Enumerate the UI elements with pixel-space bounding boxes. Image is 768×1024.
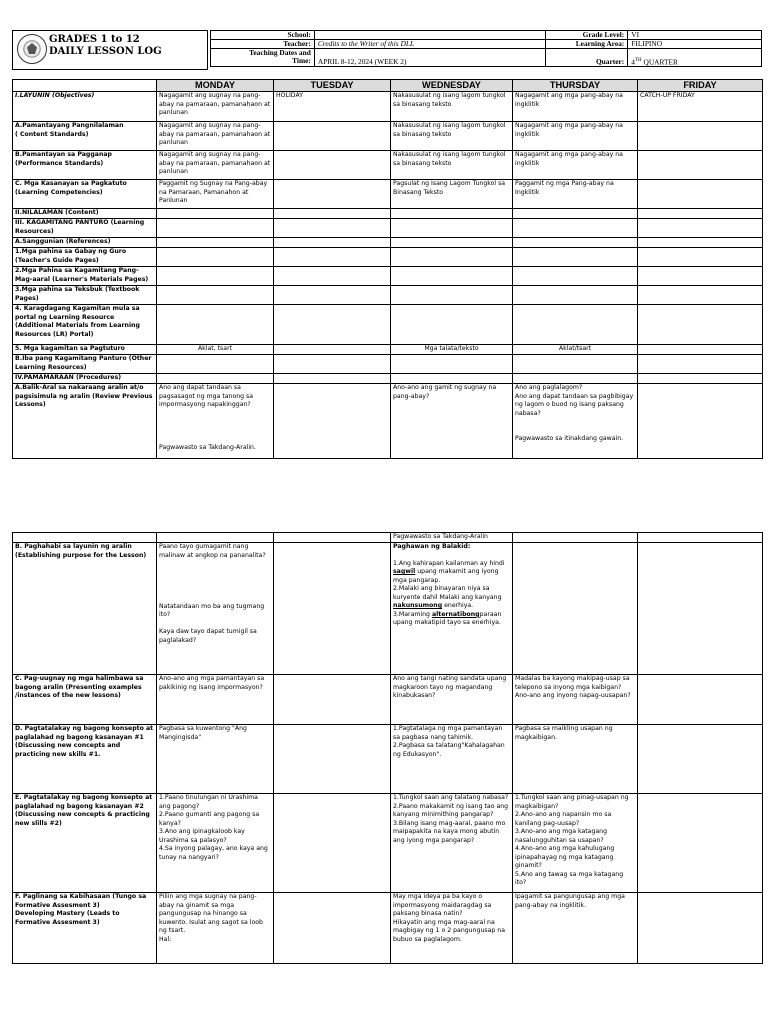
cell-thursday: Nagagamit ang mga pang-abay na ingklitik [513,122,638,151]
cell-wednesday [391,355,513,374]
row-label: 4. Karagdagang Kagamitan mula sa portal ng Learning Resource (Additional Materials from Learning Resources (LR) Portal) [13,305,157,345]
row-label: D. Pagtatalakay ng bagong konsepto at paglalahad ng bagong kasanayan #1 (Discussing new concepts and practicing new skills #1. [13,725,157,794]
cell-thursday: 1.Tungkol saan ang pinag-usapan ng magkaibigan? 2.Ano-ano ang napansin mo sa kanilang pag-uusap? 3.Ano-ano ang mga katagang nasalungguhitan sa usapan? 4.Ano-ano ang mga kahulugang ipinapahayag ng mga katagang ginamit? 5.Ano ang tawag sa mga katagang ito? [513,794,638,893]
cell-monday [157,267,274,286]
title-box [12,30,208,70]
title-grades: GRADES 1 to 12 [49,34,140,45]
table-row [13,345,763,355]
cell-wednesday: Ano-ano ang gamit ng sugnay na pang-abay? [391,384,513,459]
cell-wednesday [391,267,513,286]
lesson-grid-page2 [12,532,763,964]
table-row [13,180,763,209]
cell-friday [638,219,763,238]
cell-monday [157,533,274,543]
cell-friday [638,794,763,893]
cell-thursday: Pagbasa sa maikling usapan ng magkaibigan. [513,725,638,794]
cell-thursday [513,533,638,543]
cell-monday: Nagagamit ang sugnay na pang-abay na pamaraan, pamanahaon at panlunan [157,122,274,151]
row-label: 1.Mga pahina sa Gabay ng Guro (Teacher's Guide Pages) [13,248,157,267]
cell-thursday [513,209,638,219]
cell-thursday [513,238,638,248]
cell-monday [157,286,274,305]
cell-wednesday [391,286,513,305]
cell-wednesday: Nakasusulat ng isang lagom tungkol sa binasang teksto [391,122,513,151]
table-row [13,543,763,675]
cell-tuesday [274,305,391,345]
cell-thursday: Nagagamit ang mga pang-abay na ingklitik [513,92,638,122]
item-text: upang makamit ang iyong mga pangarap. [393,568,499,584]
cell-thursday: Aklat/tsart [513,345,638,355]
table-row [13,374,763,384]
cell-thursday: Ipagamit sa pangungusap ang mga pang-abay na ingklitik. [513,893,638,964]
table-row [13,209,763,219]
cell-thursday: Madalas ba kayong makipag-usap sa telepono sa inyong mga kaibigan? Ano-ano ang inyong napag-uusapan? [513,675,638,725]
title-dll: DAILY LESSON LOG [49,46,162,57]
row-label: 2.Mga Pahina sa Kagamitang Pang-Mag-aaral (Learner's Materials Pages) [13,267,157,286]
cell-wednesday: Nakasusulat ng isang lagom tungkol sa binasang teksto [391,151,513,180]
cell-thursday [513,267,638,286]
cell-friday [638,533,763,543]
table-row [13,122,763,151]
item-text: enerhiya. [442,602,474,610]
cell-wednesday [391,305,513,345]
table-row [13,675,763,725]
dates-value: APRIL 8-12, 2024 (WEEK 2) [314,49,546,67]
cell-tuesday [274,267,391,286]
cell-friday [638,151,763,180]
cell-wednesday [391,374,513,384]
row-label [13,533,157,543]
cell-wednesday: 1.Tungkol saan ang talatang nabasa? 2.Paano makakamit ng isang tao ang kanyang minimithing pangarap? 3.Bilang isang mag-aaral, paano mo maipapakita na kaya mong abutin ang iyong mga pangarap? [391,794,513,893]
quarter-suffix: TH [634,57,642,63]
cell-wednesday: Ano ang tangi nating sandata upang magkaroon tayo ng magandang kinabukasan? [391,675,513,725]
cell-friday [638,180,763,209]
cell-wednesday: Nakasusulat ng isang lagom tungkol sa binasang teksto [391,92,513,122]
spacer [393,552,510,560]
day-header-monday: MONDAY [157,80,274,92]
cell-wednesday [391,543,513,675]
cell-tuesday [274,725,391,794]
quarter-number: 4 [631,57,635,66]
cell-friday [638,345,763,355]
cell-tuesday [274,345,391,355]
cell-monday [157,209,274,219]
table-row [13,533,763,543]
table-row [13,794,763,893]
row-label: A.Sanggunian (References) [13,238,157,248]
day-header-wednesday: WEDNESDAY [391,80,513,92]
cell-tuesday [274,151,391,180]
grade-value: VI [628,31,762,40]
school-value [314,31,546,40]
cell-friday [638,543,763,675]
dates-label-line2: Time: [292,56,311,65]
cell-wednesday: Pagsulat ng Isang Lagom Tungkol sa Binasang Teksto [391,180,513,209]
cell-monday: Ano-ano ang mga pamantayan sa pakikinig ng isang impormasyon? [157,675,274,725]
row-label: C. Mga Kasanayan sa Pagkatuto (Learning Competencies) [13,180,157,209]
cell-monday [157,248,274,267]
cell-friday [638,238,763,248]
cell-thursday [513,543,638,675]
lesson-grid-page1 [12,79,763,459]
cell-tuesday [274,374,391,384]
cell-monday [157,305,274,345]
cell-tuesday [274,893,391,964]
table-row [13,219,763,238]
cell-tuesday [274,180,391,209]
cell-monday: Paggamit ng Sugnay na Pang-abay na Pamaraan, Pamanahon at Panlunan [157,180,274,209]
day-header-friday: FRIDAY [638,80,763,92]
cell-tuesday: HOLIDAY [274,92,391,122]
vocabulary-word: alternatibong [431,610,480,618]
cell-wednesday [391,209,513,219]
cell-wednesday [391,238,513,248]
cell-wednesday [391,248,513,267]
cell-thursday [513,355,638,374]
row-label: F. Paglinang sa Kabihasaan (Tungo sa Formative Assesment 3) Developing Mastery (Leads to Formative Assesment 3) [13,893,157,964]
header [12,30,762,70]
teacher-label: Teacher: [211,40,315,49]
day-header-thursday: THURSDAY [513,80,638,92]
cell-tuesday [274,675,391,725]
cell-friday [638,305,763,345]
cell-tuesday [274,794,391,893]
vocabulary-heading: Paghawan ng Balakid: [393,543,471,550]
cell-monday: Piliin ang mga sugnay na pang-abay na ginamit sa mga pangungusap na hinango sa kuwento. Isulat ang sagot sa loob ng tsart. Hal: [157,893,274,964]
item-text: 3.Maraming [393,610,432,618]
cell-friday [638,355,763,374]
row-label: B.Pamantayan sa Pagganap (Performance Standards) [13,151,157,180]
table-row [13,893,763,964]
cell-friday [638,267,763,286]
cell-monday: Nagagamit ang sugnay na pang-abay na pamaraan, pamanahaon at panlunan [157,151,274,180]
cell-tuesday [274,248,391,267]
cell-wednesday [391,219,513,238]
area-value: FILIPINO [628,40,762,49]
vocabulary-item [393,560,510,586]
cell-thursday [513,374,638,384]
table-row [13,725,763,794]
table-row [13,92,763,122]
cell-wednesday: 1.Pagtatalaga ng mga pamantayan sa pagbasa nang tahimik. 2.Pagbasa sa talatang"Kahalagahan ng Edukasyon". [391,725,513,794]
cell-monday: Ano ang dapat tandaan sa pagsasagot ng mga tanong sa impormasyong napakinggan? Pagwawasto sa Takdang-Aralin. [157,384,274,459]
info-table [210,30,762,67]
cell-friday [638,248,763,267]
cell-wednesday: Mga talata/teksto [391,345,513,355]
table-row [13,151,763,180]
item-text: paraan upang makatipid tayo sa enerhiya. [393,610,502,627]
corner-cell [13,80,157,92]
row-label: B.Iba pang Kagamitang Panturo (Other Learning Resources) [13,355,157,374]
vocabulary-item [393,585,510,611]
cell-tuesday [274,238,391,248]
area-label: Learning Area: [546,40,628,49]
cell-wednesday: Pagwawasto sa Takdang-Aralin [391,533,513,543]
cell-thursday [513,248,638,267]
cell-friday [638,374,763,384]
cell-tuesday [274,384,391,459]
table-row [13,286,763,305]
row-label: B. Paghahabi sa layunin ng aralin (Establishing purpose for the Lesson) [13,543,157,675]
cell-tuesday [274,543,391,675]
row-label: II.NILALAMAN (Content) [13,209,157,219]
quarter-value [628,49,762,67]
row-label: E. Pagtatalakay ng bagong konsepto at paglalahad ng bagong kasanayan #2 (Discussing new concepts & practicing new slills #2) [13,794,157,893]
cell-monday [157,374,274,384]
cell-monday [157,219,274,238]
cell-friday [638,725,763,794]
cell-thursday: Nagagamit ang mga pang-abay na ingklitik [513,151,638,180]
cell-thursday [513,286,638,305]
cell-friday [638,384,763,459]
item-text: 1.Ang kahirapan kailanman ay hindi [393,559,505,567]
cell-wednesday: May mga ideya pa ba kayo o impormasyong maidaragdag sa paksang binasa natin? Hikayatin ang mga mag-aaral na magbigay ng 1 o 2 pangungusap na bubuo sa paglalagom. [391,893,513,964]
cell-friday: CATCH-UP FRIDAY [638,92,763,122]
cell-monday [157,238,274,248]
dates-label-line1: Teaching Dates and [249,48,311,57]
vocabulary-word: sagwil [393,568,416,576]
grid-body-page2 [13,533,763,964]
row-label: 3.Mga pahina sa Teksbuk (Textbook Pages) [13,286,157,305]
grid-body-page1 [13,92,763,459]
cell-tuesday [274,219,391,238]
quarter-label: Quarter: [546,49,628,67]
school-label: School: [211,31,315,40]
cell-friday [638,209,763,219]
table-row [13,267,763,286]
cell-friday [638,675,763,725]
cell-tuesday [274,355,391,374]
dates-label [211,49,315,67]
cell-thursday: Paggamit ng mga Pang-abay na Ingklitik [513,180,638,209]
cell-tuesday [274,209,391,219]
cell-monday: Pagbasa sa kuwentong "Ang Mangingisda" [157,725,274,794]
cell-monday: 1.Paano tinulungan ni Urashima ang pagong? 2.Paano gumanti ang pagong sa kanya? 3.Ano ang ipinagkaloob kay Urashima sa palasyo? 4.Sa inyong palagay, ano kaya ang tunay na nangyari? [157,794,274,893]
table-row [13,384,763,459]
row-label: I.LAYUNIN (Objectives) [13,92,157,122]
cell-thursday [513,305,638,345]
row-label: IV.PAMAMARAAN (Procedures) [13,374,157,384]
teacher-value: Credits to the Writer of this DLL [314,40,546,49]
cell-thursday: Ano ang paglalagom? Ano ang dapat tandaan sa pagbibigay ng lagom o buod ng isang paksang nabasa? Pagwawasto sa itinakdang gawain. [513,384,638,459]
deped-seal-icon [17,34,47,64]
cell-friday [638,893,763,964]
row-label: C. Pag-uugnay ng mga halimbawa sa bagong aralin (Presenting examples /instances of the new lessons) [13,675,157,725]
grade-label: Grade Level: [546,31,628,40]
row-label: 5. Mga kagamitan sa Pagtuturo [13,345,157,355]
vocabulary-item [393,611,510,628]
quarter-text: QUARTER [641,57,678,66]
table-row [13,305,763,345]
cell-thursday [513,219,638,238]
cell-tuesday [274,286,391,305]
cell-friday [638,286,763,305]
cell-monday: Aklat, tsart [157,345,274,355]
cell-tuesday [274,122,391,151]
cell-tuesday [274,533,391,543]
vocabulary-word: nakunsumong [393,602,443,610]
row-label: III. KAGAMITANG PANTURO (Learning Resources) [13,219,157,238]
row-label: A.Pamantayang Pangnilalaman ( Content Standards) [13,122,157,151]
row-label: A.Balik-Aral sa nakaraang aralin at/o pagsisimula ng aralin (Review Previous Lessons) [13,384,157,459]
cell-monday [157,355,274,374]
cell-monday: Paano tayo gumagamit nang malinaw at angkop na pananalita? Natatandaan mo ba ang tugmang ito? Kaya daw tayo dapat tumigil sa paglalakad? [157,543,274,675]
cell-friday [638,122,763,151]
table-row [13,238,763,248]
table-row [13,355,763,374]
table-row [13,248,763,267]
cell-monday: Nagagamit ang sugnay na pang-abay na pamaraan, pamanahaon at panlunan [157,92,274,122]
item-text: 2.Malaki ang binayaran niya sa kuryente dahil Malaki ang kanyang [393,585,502,601]
day-header-tuesday: TUESDAY [274,80,391,92]
